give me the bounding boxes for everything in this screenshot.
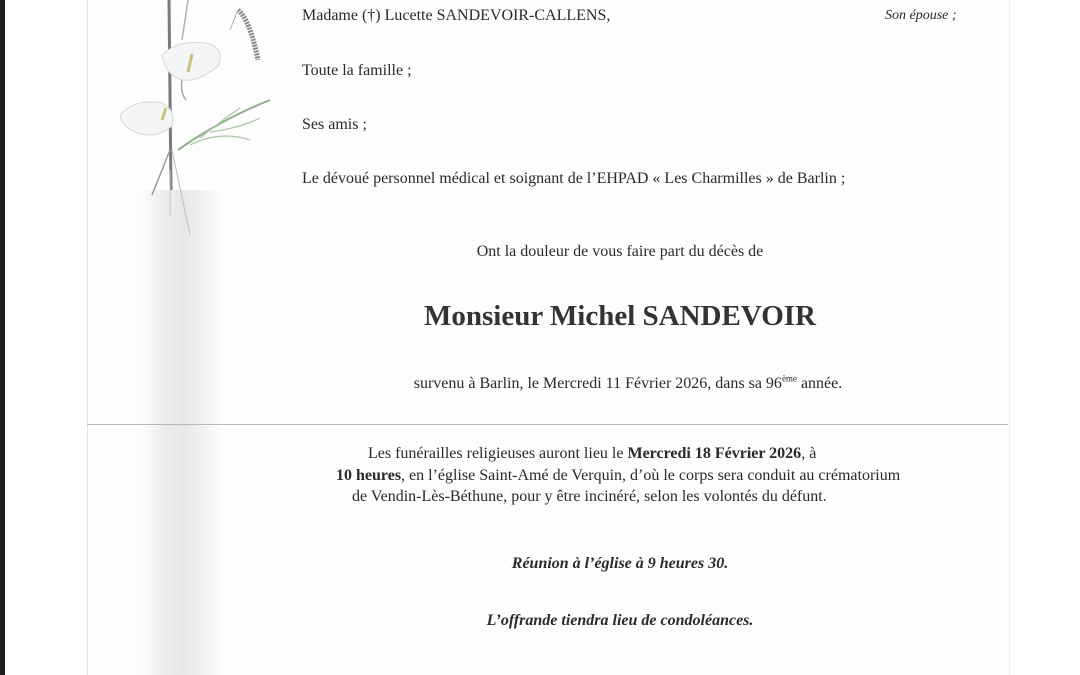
death-details-end: année. (796, 375, 843, 392)
friends-line: Ses amis ; (302, 116, 367, 133)
funeral-text-1: Les funérailles religieuses auront lieu le (368, 445, 628, 462)
spouse-line: Madame (†) Lucette SANDEVOIR-CALLENS, (302, 7, 611, 24)
calla-lily-illustration-icon (100, 0, 300, 240)
offering-line: L’offrande tiendra lieu de condoléances. (486, 612, 754, 629)
funeral-paragraph (336, 443, 912, 508)
church-meeting-line: Réunion à l’église à 9 heures 30. (511, 555, 729, 572)
death-details (0, 375, 1080, 393)
funeral-text-3: , en l’église Saint-Amé de Verquin, d’où le corps sera conduit au crématorium de Vendin-Lès-Béthune, pour y être incinéré, selon les volontés du défunt. (352, 466, 901, 505)
staff-line: Le dévoué personnel médical et soignant de l’EHPAD « Les Charmilles » de Barlin ; (302, 170, 846, 187)
funeral-text-2: , à (801, 445, 817, 462)
funeral-time: 10 heures (336, 466, 402, 484)
announcement-intro: Ont la douleur de vous faire part du décès de (476, 243, 764, 260)
decorative-grey-band (140, 190, 220, 675)
funeral-date: Mercredi 18 Février 2026 (627, 445, 802, 462)
fold-line-divider (87, 424, 1008, 425)
death-details-ordinal: ème (781, 373, 797, 384)
scan-edge (0, 0, 5, 675)
spouse-role: Son épouse ; (885, 8, 957, 23)
death-details-main: survenu à Barlin, le Mercredi 11 Février 2026, dans sa 96 (413, 375, 782, 392)
family-line: Toute la famille ; (302, 62, 412, 79)
deceased-name: Monsieur Michel SANDEVOIR (424, 300, 816, 332)
